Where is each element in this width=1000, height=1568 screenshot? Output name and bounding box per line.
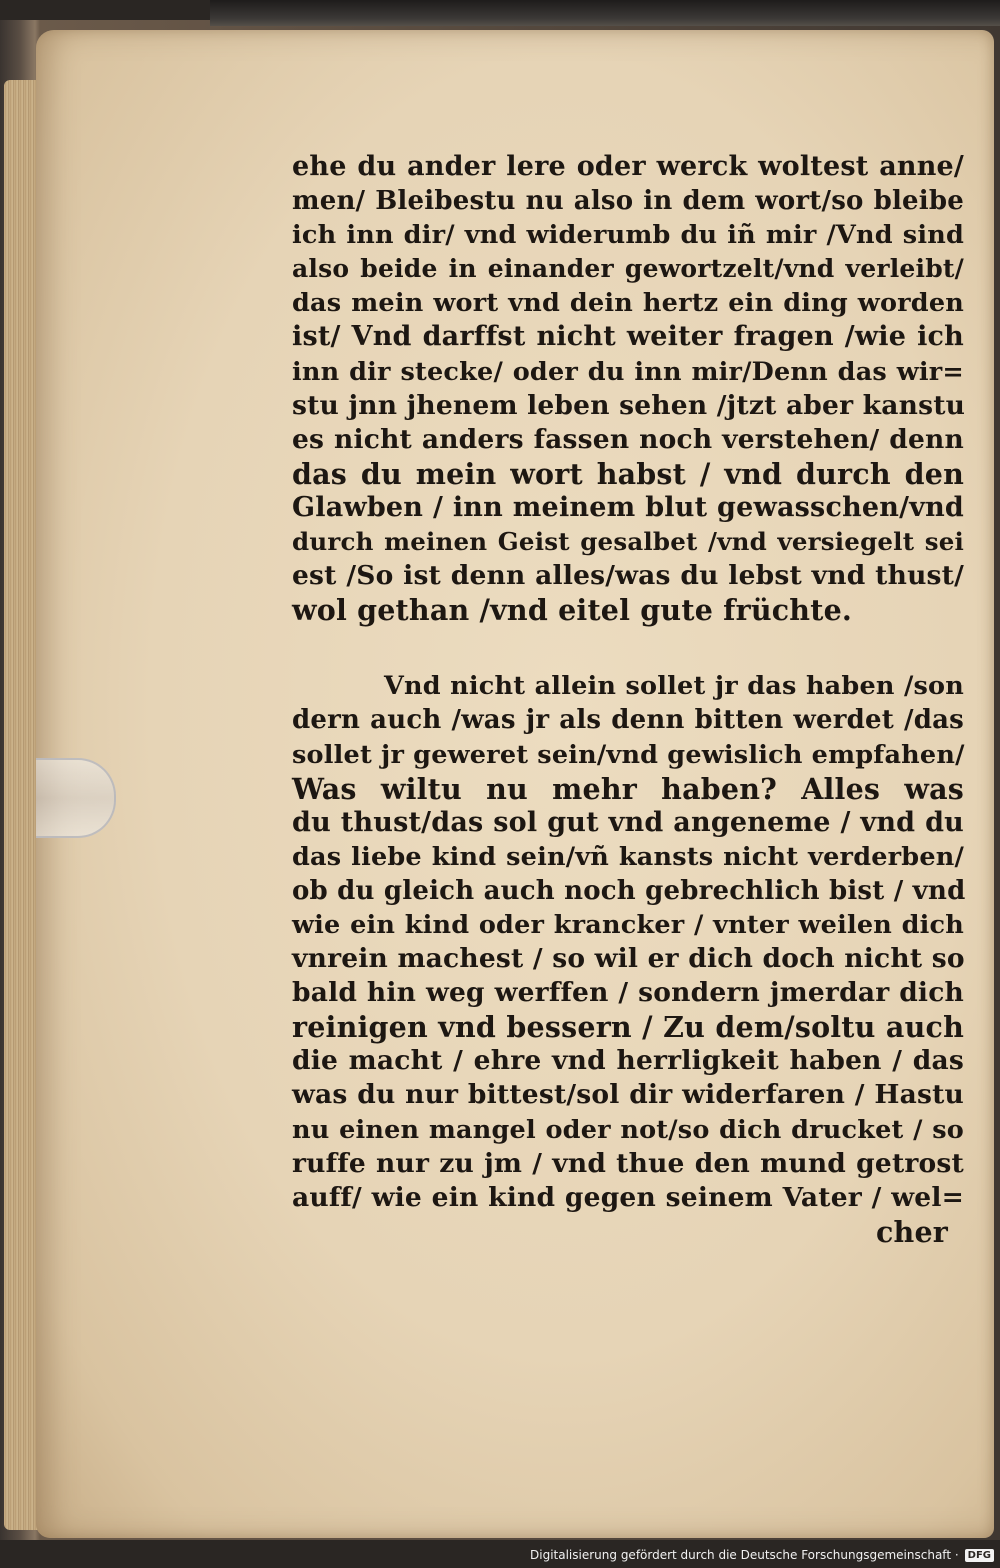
text-line: stu jnn jhenem leben sehen /jtzt aber kanstu <box>292 389 966 421</box>
page-clip <box>36 758 116 838</box>
text-line: bald hin weg werffen / sondern jmerdar dich <box>292 977 964 1009</box>
text-line: est /So ist denn alles/was du lebst vnd thust/ <box>292 560 964 592</box>
text-line: die macht / ehre vnd herrligkeit haben / das <box>292 1045 964 1077</box>
digitization-footer <box>530 1544 994 1566</box>
footer-credit: Digitalisierung gefördert durch die Deutsche Forschungsgemeinschaft · <box>530 1548 959 1562</box>
text-line: ich inn dir/ vnd widerumb du iñ mir /Vnd sind <box>292 220 964 251</box>
paragraph-2 <box>292 669 964 1249</box>
scanner-top-strip <box>210 0 1000 26</box>
text-line: das liebe kind sein/vñ kansts nicht verderben/ <box>292 841 964 872</box>
text-line: wol gethan /vnd eitel gute früchte. <box>292 593 853 628</box>
text-line: men/ Bleibestu nu also in dem wort/so bleibe <box>292 186 964 217</box>
text-line: Glawben / inn meinem blut gewasschen/vnd <box>292 491 964 523</box>
text-line: sollet jr geweret sein/vnd gewislich empfahen/ <box>292 739 965 770</box>
text-line: nu einen mangel oder not/so dich drucket / so <box>292 1114 964 1145</box>
text-line: vnrein machest / so wil er dich doch nicht so <box>292 943 965 975</box>
text-line: ob du gleich auch noch gebrechlich bist / vnd <box>292 875 966 906</box>
text-line: das du mein wort habst / vnd durch den <box>292 456 964 491</box>
page-text <box>292 150 964 1249</box>
paragraph-1 <box>292 150 964 627</box>
text-line: Vnd nicht allein sollet jr das haben /son <box>384 671 964 702</box>
text-line: also beide in einander gewortzelt/vnd verleibt/ <box>292 254 964 284</box>
text-line: du thust/das sol gut vnd angeneme / vnd du <box>292 806 964 838</box>
text-line: wie ein kind oder krancker / vnter weilen dich <box>292 909 964 940</box>
text-line: dern auch /was jr als denn bitten werdet /das <box>292 705 964 736</box>
text-line: Was wiltu nu mehr haben? Alles was <box>292 771 964 806</box>
text-line: ruffe nur zu jm / vnd thue den mund getrost <box>292 1147 964 1179</box>
text-line: reinigen vnd bessern / Zu dem/soltu auch <box>292 1010 964 1045</box>
text-line: ehe du ander lere oder werck woltest anne/ <box>292 151 964 182</box>
text-line: durch meinen Geist gesalbet /vnd versiegelt sei <box>292 527 964 557</box>
text-line: inn dir stecke/ oder du inn mir/Denn das wir= <box>292 356 964 387</box>
text-line: auff/ wie ein kind gegen seinem Vater / wel= <box>292 1181 964 1213</box>
text-line: ist/ Vnd darffst nicht weiter fragen /wie ich <box>292 321 964 353</box>
dfg-logo-icon: DFG <box>965 1549 994 1562</box>
catchword: cher <box>875 1214 948 1249</box>
text-line: was du nur bittest/sol dir widerfaren / Hastu <box>292 1079 964 1111</box>
text-line: es nicht anders fassen noch verstehen/ denn <box>292 423 964 455</box>
page-edges <box>4 80 40 1530</box>
text-line: das mein wort vnd dein hertz ein ding worden <box>292 288 964 319</box>
